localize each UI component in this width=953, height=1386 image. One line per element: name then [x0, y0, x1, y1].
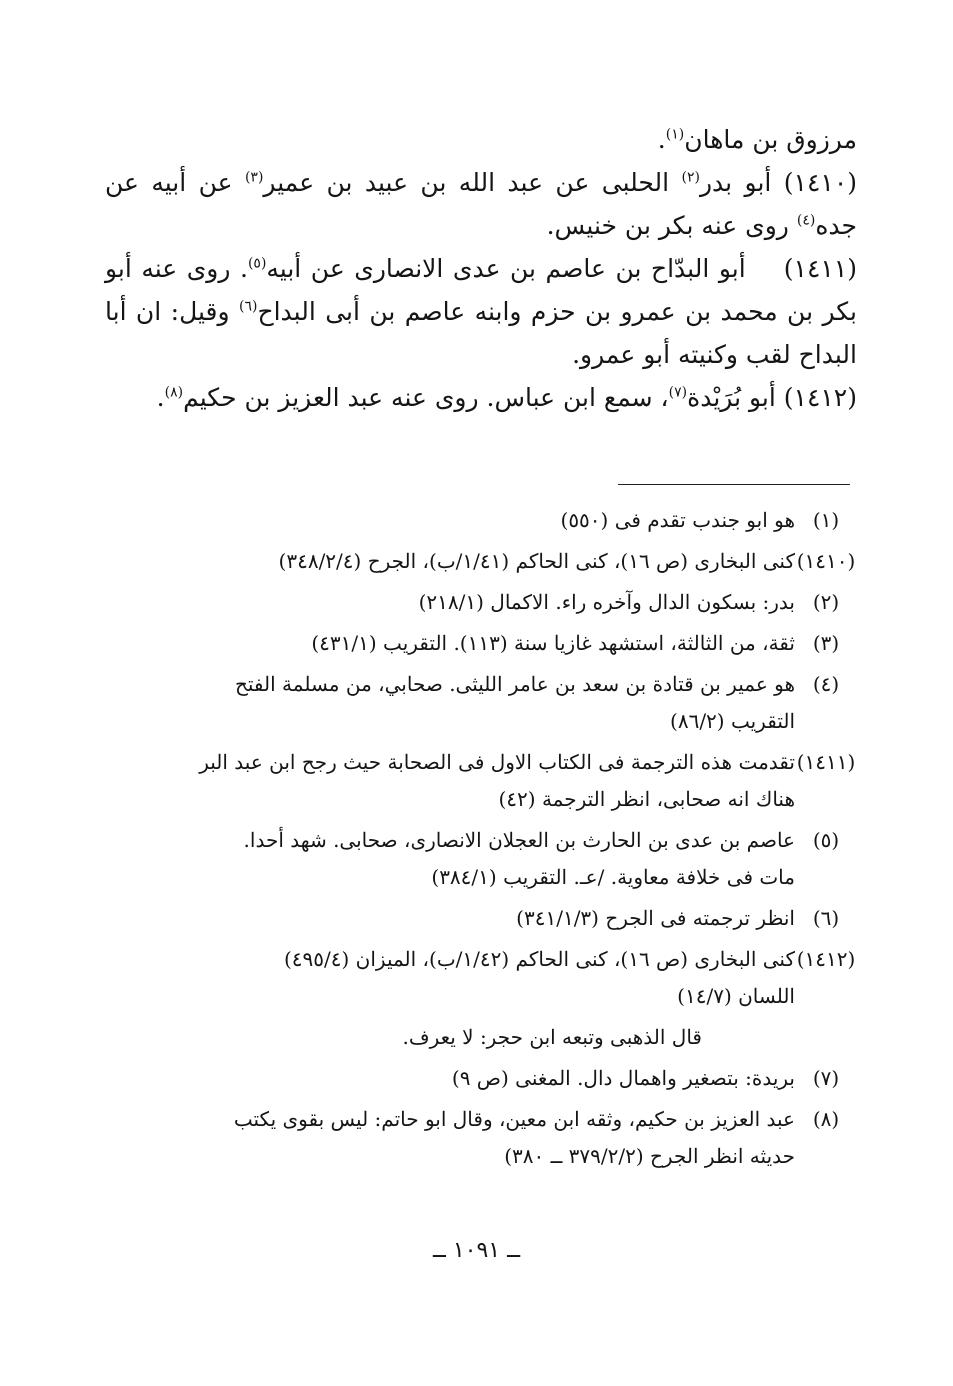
footnote-text: كنى البخارى (ص ١٦)، كنى الحاكم (١/٤١/ب)، الجرح (٣٤٨/٢/٤): [278, 549, 795, 573]
footnote-text: هو عمير بن قتادة بن سعد بن عامر الليثى. صحابي، من مسلمة الفتح التقريب (٨٦/٢): [234, 672, 795, 733]
footnote-ref[interactable]: (١): [665, 126, 685, 143]
footnote-number: (١٤١١): [796, 750, 856, 774]
entry-number: (١٤١٠): [783, 168, 858, 197]
footnote-text: هو ابو جندب تقدم فى (٥٥٠): [560, 508, 795, 532]
footnote-text: عبد العزيز بن حكيم، وثقه ابن معين، وقال ابو حاتم: ليس بقوى يكتب حديثه انظر الجرح (٣٧٩/٢/٢ ــ ٣٨٠): [233, 1107, 795, 1168]
footnote: [105, 543, 857, 580]
entry-number: (١٤١١): [783, 254, 857, 283]
footnote: [105, 625, 857, 662]
entry-1412: (١٤١٢) أبو بُرَيْدة$^{(٧)}$، سمع ابن عباس. روى عنه عبد العزيز بن حكيم$^{(٨)}$.: [156, 383, 857, 412]
footnote-number: (٨): [812, 1107, 840, 1131]
footnote-number: (٦): [812, 906, 840, 930]
footnote: [105, 822, 857, 896]
footnote-number: (٣): [812, 631, 840, 655]
footnote-ref[interactable]: (٥): [247, 255, 267, 272]
footnote-text: بدر: بسكون الدال وآخره راء. الاكمال (٢١٨/١): [418, 590, 795, 614]
page-number: ــ ١٠٩١ ــ: [432, 1238, 521, 1263]
footnote: [105, 1101, 857, 1175]
footnote-text: ثقة، من الثالثة، استشهد غازيا سنة (١١٣). التقريب (٤٣١/١): [311, 631, 795, 655]
footnote: [105, 666, 857, 740]
footnote-number: (٤): [812, 672, 840, 696]
footnote-text: عاصم بن عدى بن الحارث بن العجلان الانصارى، صحابى. شهد أحدا. مات فى خلافة معاوية. /عـ. التقريب (٣٨٤/١): [243, 828, 795, 889]
footnote: [105, 502, 857, 539]
footnote-number: (١٤١٠): [796, 549, 856, 573]
entry-1411: (١٤١١) أبو البدّاح بن عاصم بن عدى الانصارى عن أبيه$^{(٥)}$. روى عنه أبو بكر بن محمد بن عمرو بن حزم وابنه عاصم بن أبى البداح$^{(٦)}$ وقيل: ان أبا البداح لقب وكنيته أبو عمرو.: [105, 254, 857, 369]
footnote-ref[interactable]: (٧): [668, 384, 688, 401]
footnote-ref[interactable]: (٦): [239, 298, 258, 315]
footnote-number: (٢): [812, 590, 840, 614]
footnote-number: (٥): [812, 828, 840, 852]
footnote-ref[interactable]: (٤): [796, 212, 816, 229]
entry-1410: (١٤١٠) أبو بدر$^{(٢)}$ الحلبى عن عبد الله بن عبيد بن عمير$^{(٣)}$ عن أبيه عن جده$^{(٤)}$ روى عنه بكر بن خنيس.: [105, 168, 858, 240]
entry-number: (١٤١٢): [783, 383, 857, 412]
entry-continuation: مرزوق بن ماهان$^{(١)}$.: [657, 125, 857, 154]
footnotes: [105, 502, 857, 1179]
footnote: [105, 584, 857, 621]
footnote-continuation: قال الذهبى وتبعه ابن حجر: لا يعرف.: [402, 1025, 702, 1049]
footnote-ref[interactable]: (٣): [244, 169, 264, 186]
main-text: [105, 118, 857, 419]
footnote-text: انظر ترجمته فى الجرح (٣٤١/١/٣): [516, 906, 795, 930]
footnote-text: كنى البخارى (ص ١٦)، كنى الحاكم (١/٤٢/ب)، الميزان (٤٩٥/٤) اللسان (١٤/٧): [283, 947, 795, 1008]
footnote: [105, 900, 857, 937]
footnote-ref[interactable]: (٢): [681, 169, 700, 186]
footnote-ref[interactable]: (٨): [164, 384, 184, 401]
footnote-text: تقدمت هذه الترجمة فى الكتاب الاول فى الصحابة حيث رجح ابن عبد البر هناك انه صحابى، انظر الترجمة (٤٢): [199, 750, 795, 811]
footnote: [105, 744, 857, 818]
footnote-separator: [618, 484, 850, 485]
footnote-number: (٧): [812, 1066, 840, 1090]
footnote-text: بريدة: بتصغير واهمال دال. المغنى (ص ٩): [451, 1066, 795, 1090]
footnote-number: (١): [812, 508, 840, 532]
footnote: [105, 941, 857, 1015]
footnote: [105, 1060, 857, 1097]
footnote-number: (١٤١٢): [796, 947, 856, 971]
